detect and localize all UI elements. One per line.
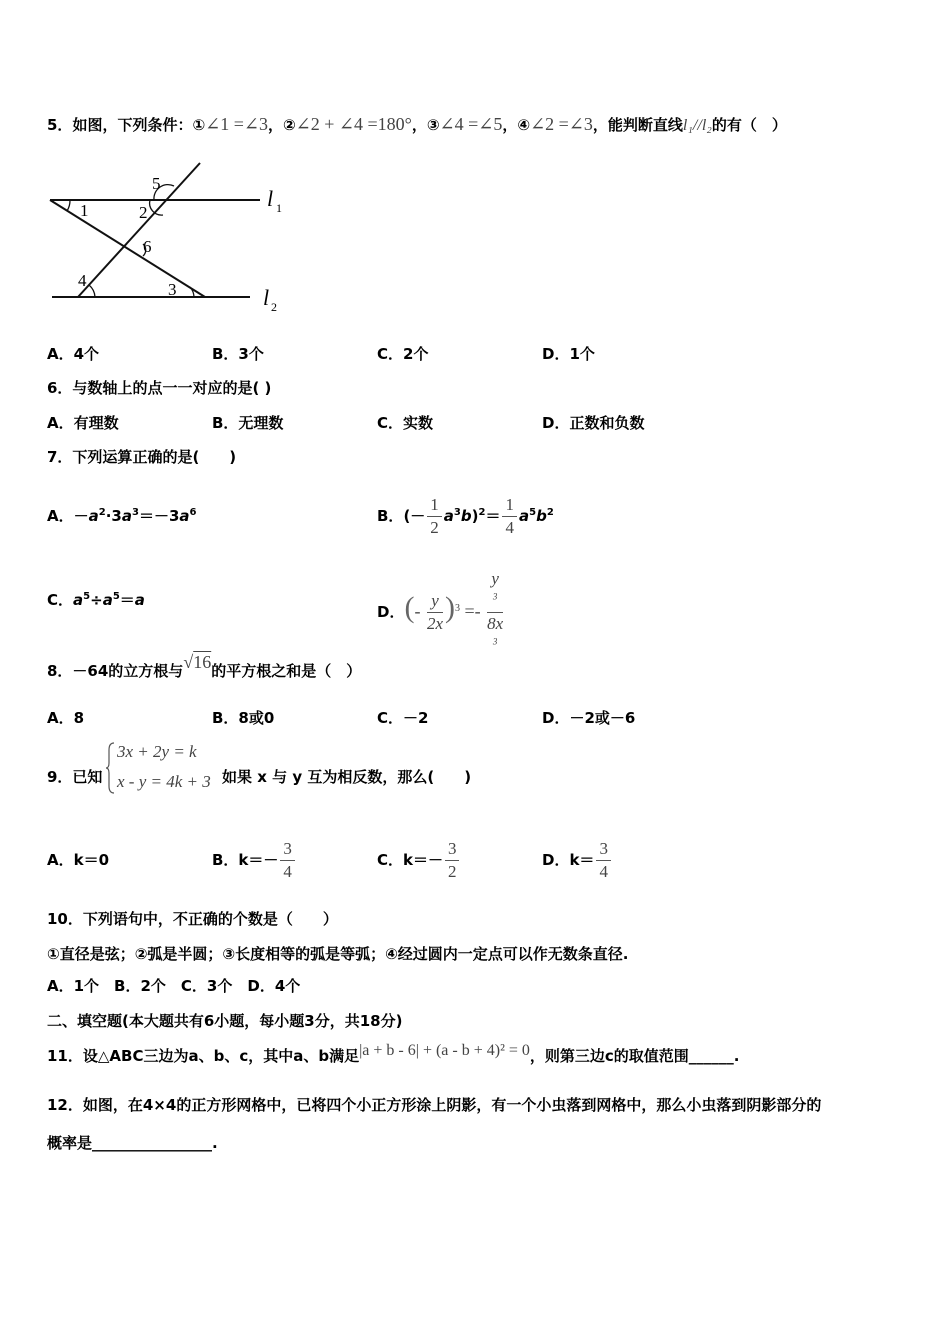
q7-option-d: D．(- $\frac{y}{2x}$ )$^3$ =- y $^3$ 8x $^3$ (377, 569, 504, 647)
q5-figure (40, 160, 300, 320)
q6-option-c: C．实数 (377, 414, 434, 432)
line-label-l2: l (263, 285, 270, 310)
q9-option-d: D．k＝ $\frac{3}{4}$ (542, 828, 613, 892)
q8-option-b: B．8或0 (212, 709, 275, 727)
q5-option-c: C．2个 (377, 345, 429, 363)
q8-stem: 8．－64的立方根与√16的平方根之和是（ ） (47, 652, 362, 680)
q6-stem: 6．与数轴上的点一一对应的是( ) (47, 379, 272, 397)
line-label-l2-sub: 2 (271, 300, 277, 314)
q9-equation-1: 3x + 2y = k (117, 742, 197, 761)
q5-option-d: D．1个 (542, 345, 595, 363)
angle-label-4: 4 (78, 271, 87, 290)
q9-option-b: B．k＝－ $\frac{3}{4}$ (212, 828, 297, 892)
q10-options: A．1个 B．2个 C．3个 D．4个 (47, 977, 301, 995)
q5-stem: 5．如图，下列条件：①∠1 =∠3，②∠2 + ∠4 =180°，③∠4 =∠5，④∠2 =∠3，能判断直线l₁//l₂的有（ ） (47, 114, 787, 134)
q8-option-c: C．－2 (377, 709, 429, 727)
line-label-l1-sub: 1 (276, 201, 282, 215)
q5-option-b: B．3个 (212, 345, 264, 363)
angle-label-1: 1 (80, 201, 89, 220)
angle-label-3: 3 (168, 280, 177, 299)
q9-option-c: C．k＝－ $\frac{3}{2}$ (377, 828, 461, 892)
angle-label-6: 6 (143, 237, 152, 256)
q12-line-2: 概率是________________. (47, 1134, 218, 1152)
q10-stem: 10．下列语句中，不正确的个数是（ ） (47, 910, 338, 928)
q8-option-d: D．－2或－6 (542, 709, 636, 727)
q11-stem: 11．设△ABC三边为a、b、c，其中a、b满足|a + b - 6| + (a - b + 4)² = 0，则第三边c的取值范围______. (47, 1042, 740, 1065)
line-label-l1: l (267, 186, 274, 211)
q10-body: ①直径是弦；②弧是半圆；③长度相等的弧是等弧；④经过圆内一定点可以作无数条直径. (47, 945, 629, 963)
q8-option-a: A．8 (47, 709, 85, 727)
q6-option-d: D．正数和负数 (542, 414, 645, 432)
q9-num: 9．已知 (47, 768, 103, 786)
q7-option-c: C．$a^5\div a^5=a$ (47, 591, 145, 609)
q6-option-a: A．有理数 (47, 414, 119, 432)
q7-option-b: B．(－ $\frac{1}{2}$ $a^3b)^2=$ $\frac{1}{4}$ $a^5b^2$ (377, 495, 554, 537)
angle-label-5: 5 (152, 174, 161, 193)
q12-line-1: 12．如图，在4×4的正方形网格中，已将四个小正方形涂上阴影，有一个小虫落到网格中，那么小虫落到阴影部分的 (47, 1096, 822, 1114)
q6-option-b: B．无理数 (212, 414, 284, 432)
q9-brace (106, 742, 116, 794)
q7-stem: 7．下列运算正确的是( ) (47, 448, 237, 466)
q5-option-a: A．4个 (47, 345, 100, 363)
q9-equation-2: x - y = 4k + 3 (117, 772, 211, 791)
q9-option-a: A．k＝0 (47, 851, 110, 869)
q9-tail: 如果 x 与 y 互为相反数，那么( ) (222, 768, 472, 786)
q7-option-a: A．$-a^2\cdot 3a^3=-3a^6$ (47, 507, 197, 525)
angle-label-2: 2 (139, 203, 148, 222)
section-heading: 二、填空题(本大题共有6小题，每小题3分，共18分) (47, 1012, 403, 1030)
